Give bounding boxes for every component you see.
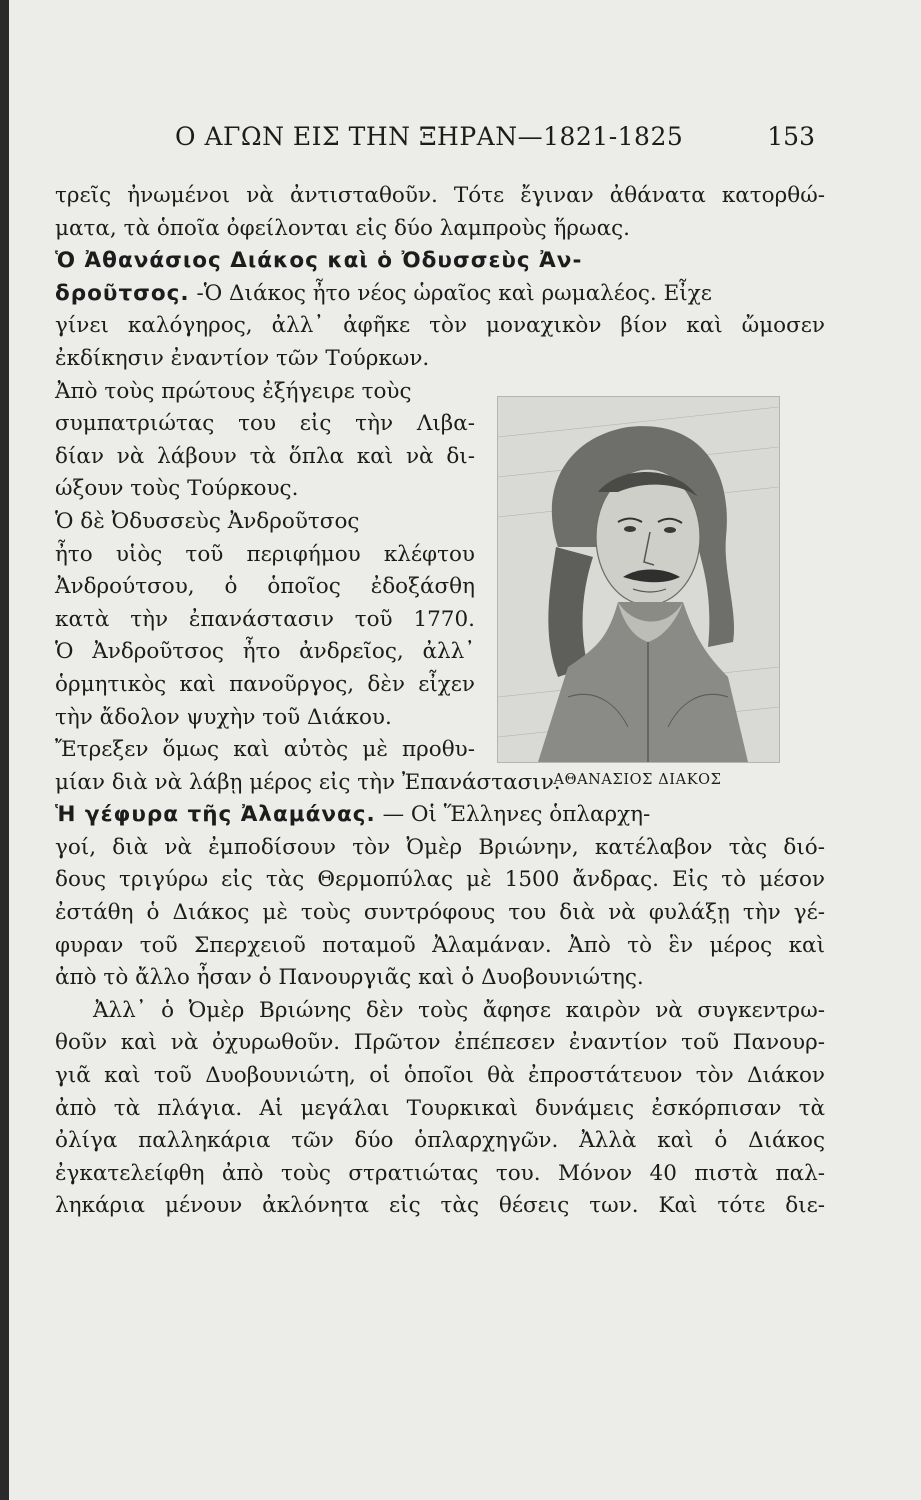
text-line: ἀπὸ τὰ πλάγια. Αἱ μεγάλαι Τουρκικαὶ δυνάμεις ἐσκόρπισαν τὰ [55,1095,825,1121]
text-line: ἐκδίκησιν ἐναντίον τῶν Τούρκων. [55,345,430,371]
running-title: Ο ΑΓΩΝ ΕΙΣ ΤΗΝ ΞΗΡΑΝ—1821-1825 [175,122,684,151]
text-line: γίνει καλόγηρος, ἀλλ᾽ ἀφῆκε τὸν μοναχικὸν βίον καὶ ὤμοσεν [55,313,825,339]
text-line: ματα, τὰ ὁποῖα ὀφείλονται εἰς δύο λαμπροὺς ἥρωας. [55,215,630,241]
text-line: Ἀνδρούτσου, ὁ ὁποῖος ἐδοξάσθη [55,574,475,600]
text-line: ώξουν τοὺς Τούρκους. [55,476,299,502]
page-number: 153 [767,122,815,151]
text-line: θοῦν καὶ νὰ ὀχυρωθοῦν. Πρῶτον ἐπέπεσεν ἐναντίον τοῦ Πανουρ- [55,1030,825,1056]
text-line: δίαν νὰ λάβουν τὰ ὅπλα καὶ νὰ δι- [55,443,475,469]
text-line: κατὰ τὴν ἐπανάστασιν τοῦ 1770. [55,606,475,632]
text-line: Ὁ δὲ Ὀδυσσεὺς Ἀνδροῦτσος [55,508,360,534]
text-line: ληκάρια μένουν ἀκλόνητα εἰς τὰς θέσεις των. Καὶ τότε διε- [55,1193,825,1219]
text-line: ἦτο υἱὸς τοῦ περιφήμου κλέφτου [55,541,475,567]
text-run: -Ὁ Διάκος ἦτο νέος ὡραῖος καὶ ρωμαλέος. Εἶχε [196,280,712,306]
text-line: Ἔτρεξεν ὅμως καὶ αὐτὸς μὲ προθυ- [55,737,475,763]
text-line: ὀλίγα παλληκάρια τῶν δύο ὁπλαρχηγῶν. Ἀλλὰ καὶ ὁ Διάκος [55,1128,825,1154]
text-line: ἐγκατελείφθη ἀπὸ τοὺς στρατιώτας του. Μόνον 40 πιστὰ παλ- [55,1160,825,1186]
text-line: ὁρμητικὸς καὶ πανοῦργος, δὲν εἶχεν [55,671,475,697]
text-line: Ὁ Ἀνδροῦτσος ἦτο ἀνδρεῖος, ἀλλ᾽ [55,639,475,665]
text-line: ἐστάθη ὁ Διάκος μὲ τοὺς συντρόφους του διὰ νὰ φυλάξῃ τὴν γέ- [55,900,825,926]
text-line [55,799,825,832]
text-line: δους τριγύρω εἰς τὰς Θερμοπύλας μὲ 1500 ἄνδρας. Εἰς τὸ μέσον [55,867,825,893]
text-line: συμπατριώτας του εἰς τὴν Λιβα- [55,411,475,437]
text-line: τὴν ἄδολον ψυχὴν τοῦ Διάκου. [55,704,392,730]
text-line: φυραν τοῦ Σπερχειοῦ ποταμοῦ Ἀλαμάναν. Ἀπὸ τὸ ἓν μέρος καὶ [55,932,825,958]
text-line: γιᾶ καὶ τοῦ Δυοβουνιώτη, οἱ ὁποῖοι θὰ ἐπροστάτευον τὸν Διάκον [55,1063,825,1089]
text-line: μίαν διὰ νὰ λάβῃ μέρος εἰς τὴν Ἐπανάστασιν. [55,769,561,795]
running-header [175,122,815,158]
text-line: ἀπὸ τὸ ἄλλο ἦσαν ὁ Πανουργιᾶς καὶ ὁ Δυοβουνιώτης. [55,965,644,991]
text-line [55,278,825,311]
portrait-illustration [497,396,780,763]
section-heading: Ἡ γέφυρα τῆς Ἀλαμάνας. [55,802,376,828]
section-heading: Ὁ Ἀθανάσιος Διάκος καὶ ὁ Ὀδυσσεὺς Ἀν- [55,248,583,274]
text-line: Ἀλλ᾽ ὁ Ὀμὲρ Βριώνης δὲν τοὺς ἄφησε καιρὸν νὰ συγκεντρω- [93,997,825,1023]
figure-caption: ΑΘΑΝΑΣΙΟΣ ΔΙΑΚΟΣ [553,772,722,788]
section-heading-cont: δροῦτσος. [55,280,190,306]
text-line: Ἀπὸ τοὺς πρώτους ἐξήγειρε τοὺς [55,378,412,404]
text-run: — Οἱ Ἕλληνες ὁπλαρχη- [375,802,651,828]
text-line: γοί, διὰ νὰ ἐμποδίσουν τὸν Ὀμὲρ Βριώνην, κατέλαβον τὰς διό- [55,834,825,860]
page-binding-edge [0,0,9,1500]
text-line: τρεῖς ἠνωμένοι νὰ ἀντισταθοῦν. Τότε ἔγιναν ἀθάνατα κατορθώ- [55,183,825,208]
portrait-drawing [498,397,779,762]
